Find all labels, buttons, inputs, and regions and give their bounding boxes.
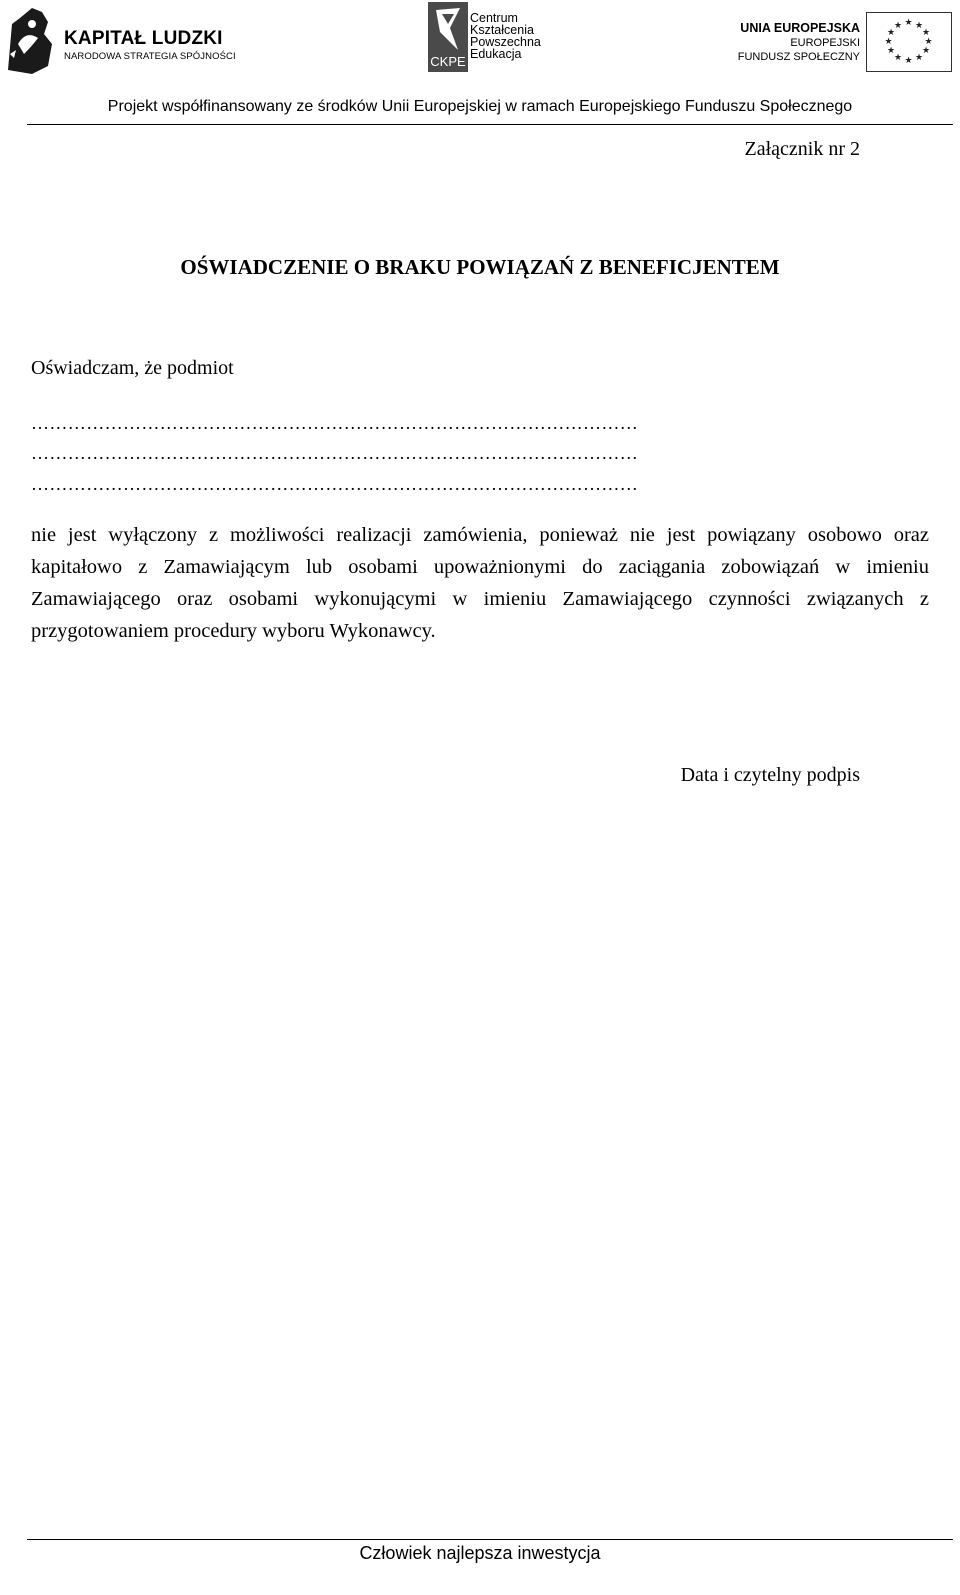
declaration-paragraph: nie jest wyłączony z możliwości realizacji zamówienia, ponieważ nie jest powiązany osobowo oraz kapitałowo z Zamawiającym lub osobami upoważnionymi do zaciągania zobowiązań w imieniu Zamawiającego oraz osobami wykonującymi w imieniu Zamawiającego czynności związanych z przygotowaniem procedury wyboru Wykonawcy. [31,524,929,642]
svg-text:★: ★ [884,37,893,47]
signature-label: Data i czytelny podpis [680,764,860,786]
project-cofinancing-line: Projekt współfinansowany ze środków Unii Europejskiej w ramach Europejskiego Funduszu Społecznego [107,98,853,115]
svg-text:★: ★ [893,21,903,31]
eu-line-1: UNIA EUROPEJSKA [740,21,860,35]
header-divider [27,124,953,125]
svg-text:★: ★ [904,18,913,28]
dotted-fill-line: ……………………………………………………………………………………… [31,413,639,433]
eu-stars-icon [867,13,950,70]
ckpe-line: Kształcenia [470,23,534,37]
eu-fund-text [720,20,860,64]
kapital-ludzki-logo [2,4,236,76]
svg-text:★: ★ [921,28,931,38]
kapital-ludzki-subtitle: NARODOWA STRATEGIA SPÓJNOŚCI [64,51,236,62]
svg-text:★: ★ [924,37,933,47]
ckpe-line: Powszechna [470,35,541,49]
ckpe-tag: CKPE [430,54,466,69]
svg-text:★: ★ [893,53,903,63]
ckpe-name [470,12,541,60]
eu-flag [866,12,952,72]
footer-divider [27,1539,953,1540]
eu-line-3: FUNDUSZ SPOŁECZNY [737,51,860,63]
eu-line-2: EUROPEJSKI [790,37,860,49]
svg-text:★: ★ [904,56,913,66]
dotted-fill-line: ……………………………………………………………………………………… [31,443,639,463]
svg-text:★: ★ [914,21,924,31]
ckpe-line: Edukacja [470,47,522,61]
dotted-fill-line: ……………………………………………………………………………………… [31,474,639,494]
intro-text: Oświadczam, że podmiot [31,357,234,379]
svg-text:★: ★ [886,46,896,56]
ckpe-line: Centrum [470,11,518,25]
annex-number: Załącznik nr 2 [744,138,860,160]
svg-text:★: ★ [886,28,896,38]
document-title: OŚWIADCZENIE O BRAKU POWIĄZAŃ Z BENEFICJENTEM [180,255,780,279]
kapital-ludzki-title: KAPITAŁ LUDZKI [64,28,223,49]
footer-slogan: Człowiek najlepsza inwestycja [359,1543,601,1563]
ckpe-figure-icon [428,2,468,58]
svg-text:★: ★ [921,46,931,56]
kapital-ludzki-emblem-icon [2,4,62,76]
svg-text:★: ★ [914,53,924,63]
